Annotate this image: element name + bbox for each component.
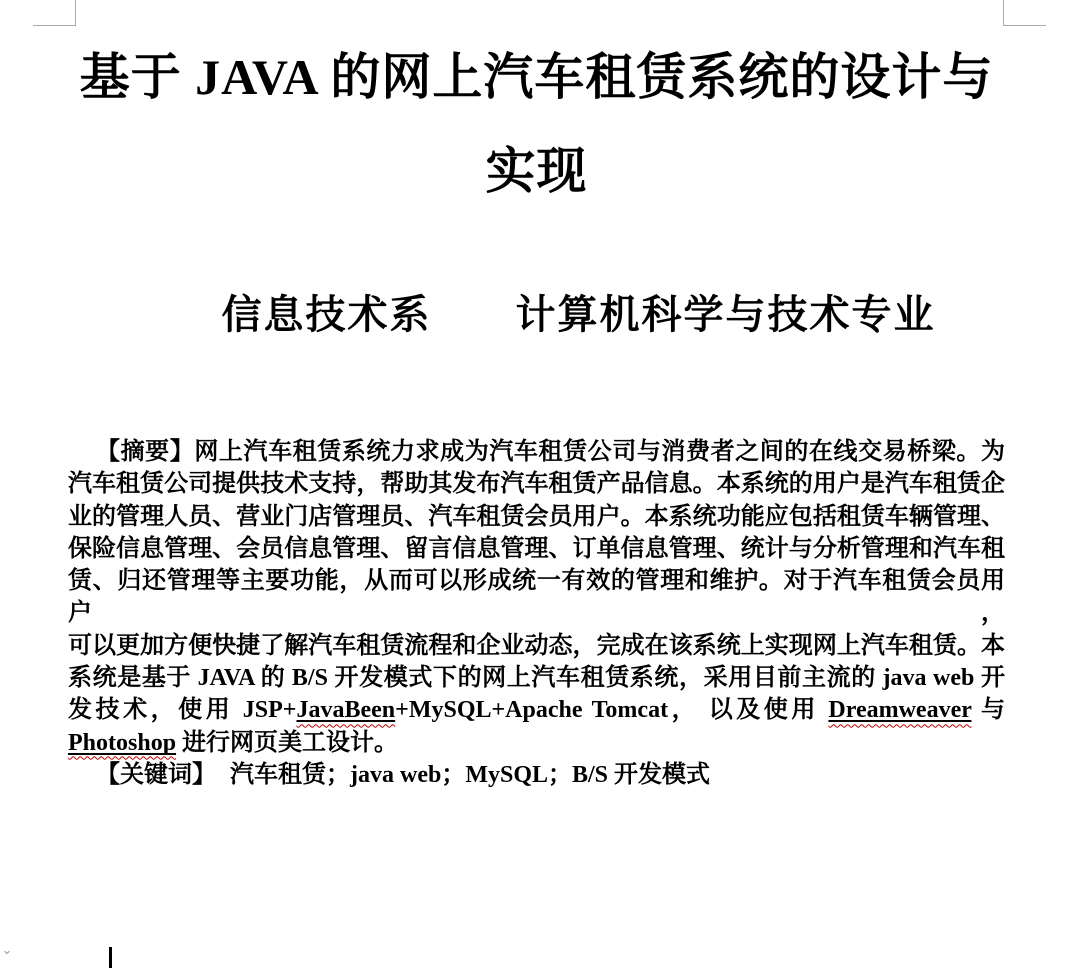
abstract-line bbox=[68, 468, 1005, 500]
keywords-label: 【关键词】 bbox=[96, 761, 216, 788]
document-title bbox=[68, 30, 1005, 218]
title-line-1: 基于 JAVA 的网上汽车租赁系统的设计与 bbox=[79, 49, 994, 105]
abstract-body bbox=[68, 436, 1005, 791]
text-segment: +MySQL+Apache Tomcat， 以及使用 bbox=[395, 697, 829, 724]
department-name: 信息技术系 bbox=[221, 292, 432, 337]
spellcheck-flagged-word: Photoshop bbox=[68, 729, 177, 756]
abstract-line bbox=[68, 727, 1005, 759]
major-name: 计算机科学与技术专业 bbox=[515, 292, 936, 337]
text-segment: 可以更加方便快捷了解汽车租赁流程和企业动态，完成在该系统上实现网上汽车租赁。本 bbox=[68, 632, 1005, 659]
abstract-line bbox=[68, 501, 1005, 533]
spellcheck-flagged-word: JavaBeen bbox=[296, 697, 396, 724]
abstract-line bbox=[68, 565, 1005, 630]
chevron-down-icon: ⌄ bbox=[1, 943, 13, 958]
text-cursor bbox=[109, 947, 112, 968]
spellcheck-flagged-word: Dreamweaver bbox=[828, 697, 972, 724]
margin-crop-mark-top-right bbox=[1003, 0, 1046, 26]
text-segment: 【摘要】网上汽车租赁系统力求成为汽车租赁公司与消费者之间的在线交易桥梁。为 bbox=[96, 439, 1005, 465]
abstract-line bbox=[68, 694, 1005, 726]
title-line-2: 实现 bbox=[485, 143, 588, 199]
text-segment: 赁、归还管理等主要功能，从而可以形成统一有效的管理和维护。对于汽车租赁会员用户， bbox=[68, 568, 1005, 627]
abstract-paragraph bbox=[68, 436, 1005, 759]
text-segment: 进行网页美工设计。 bbox=[176, 729, 399, 756]
keywords-line bbox=[68, 759, 1005, 791]
text-segment: 业的管理人员、营业门店管理员、汽车租赁会员用户。本系统功能应包括租赁车辆管理、 bbox=[68, 503, 1005, 530]
abstract-line bbox=[68, 436, 1005, 468]
abstract-line bbox=[68, 662, 1005, 694]
abstract-line bbox=[68, 533, 1005, 565]
text-segment: 系统是基于 JAVA 的 B/S 开发模式下的网上汽车租赁系统，采用目前主流的 java web 开 bbox=[68, 665, 1005, 692]
text-segment: 与 bbox=[971, 697, 1006, 724]
abstract-line bbox=[68, 630, 1005, 662]
keywords-content: 汽车租赁；java web；MySQL；B/S 开发模式 bbox=[230, 761, 711, 788]
subtitle bbox=[110, 283, 1047, 340]
text-segment: 发技术，使用 JSP+ bbox=[68, 697, 297, 724]
text-segment: 汽车租赁公司提供技术支持，帮助其发布汽车租赁产品信息。本系统的用户是汽车租赁企 bbox=[68, 471, 1005, 498]
margin-crop-mark-top-left bbox=[33, 0, 76, 26]
text-segment: 保险信息管理、会员信息管理、留言信息管理、订单信息管理、统计与分析管理和汽车租 bbox=[68, 535, 1005, 562]
